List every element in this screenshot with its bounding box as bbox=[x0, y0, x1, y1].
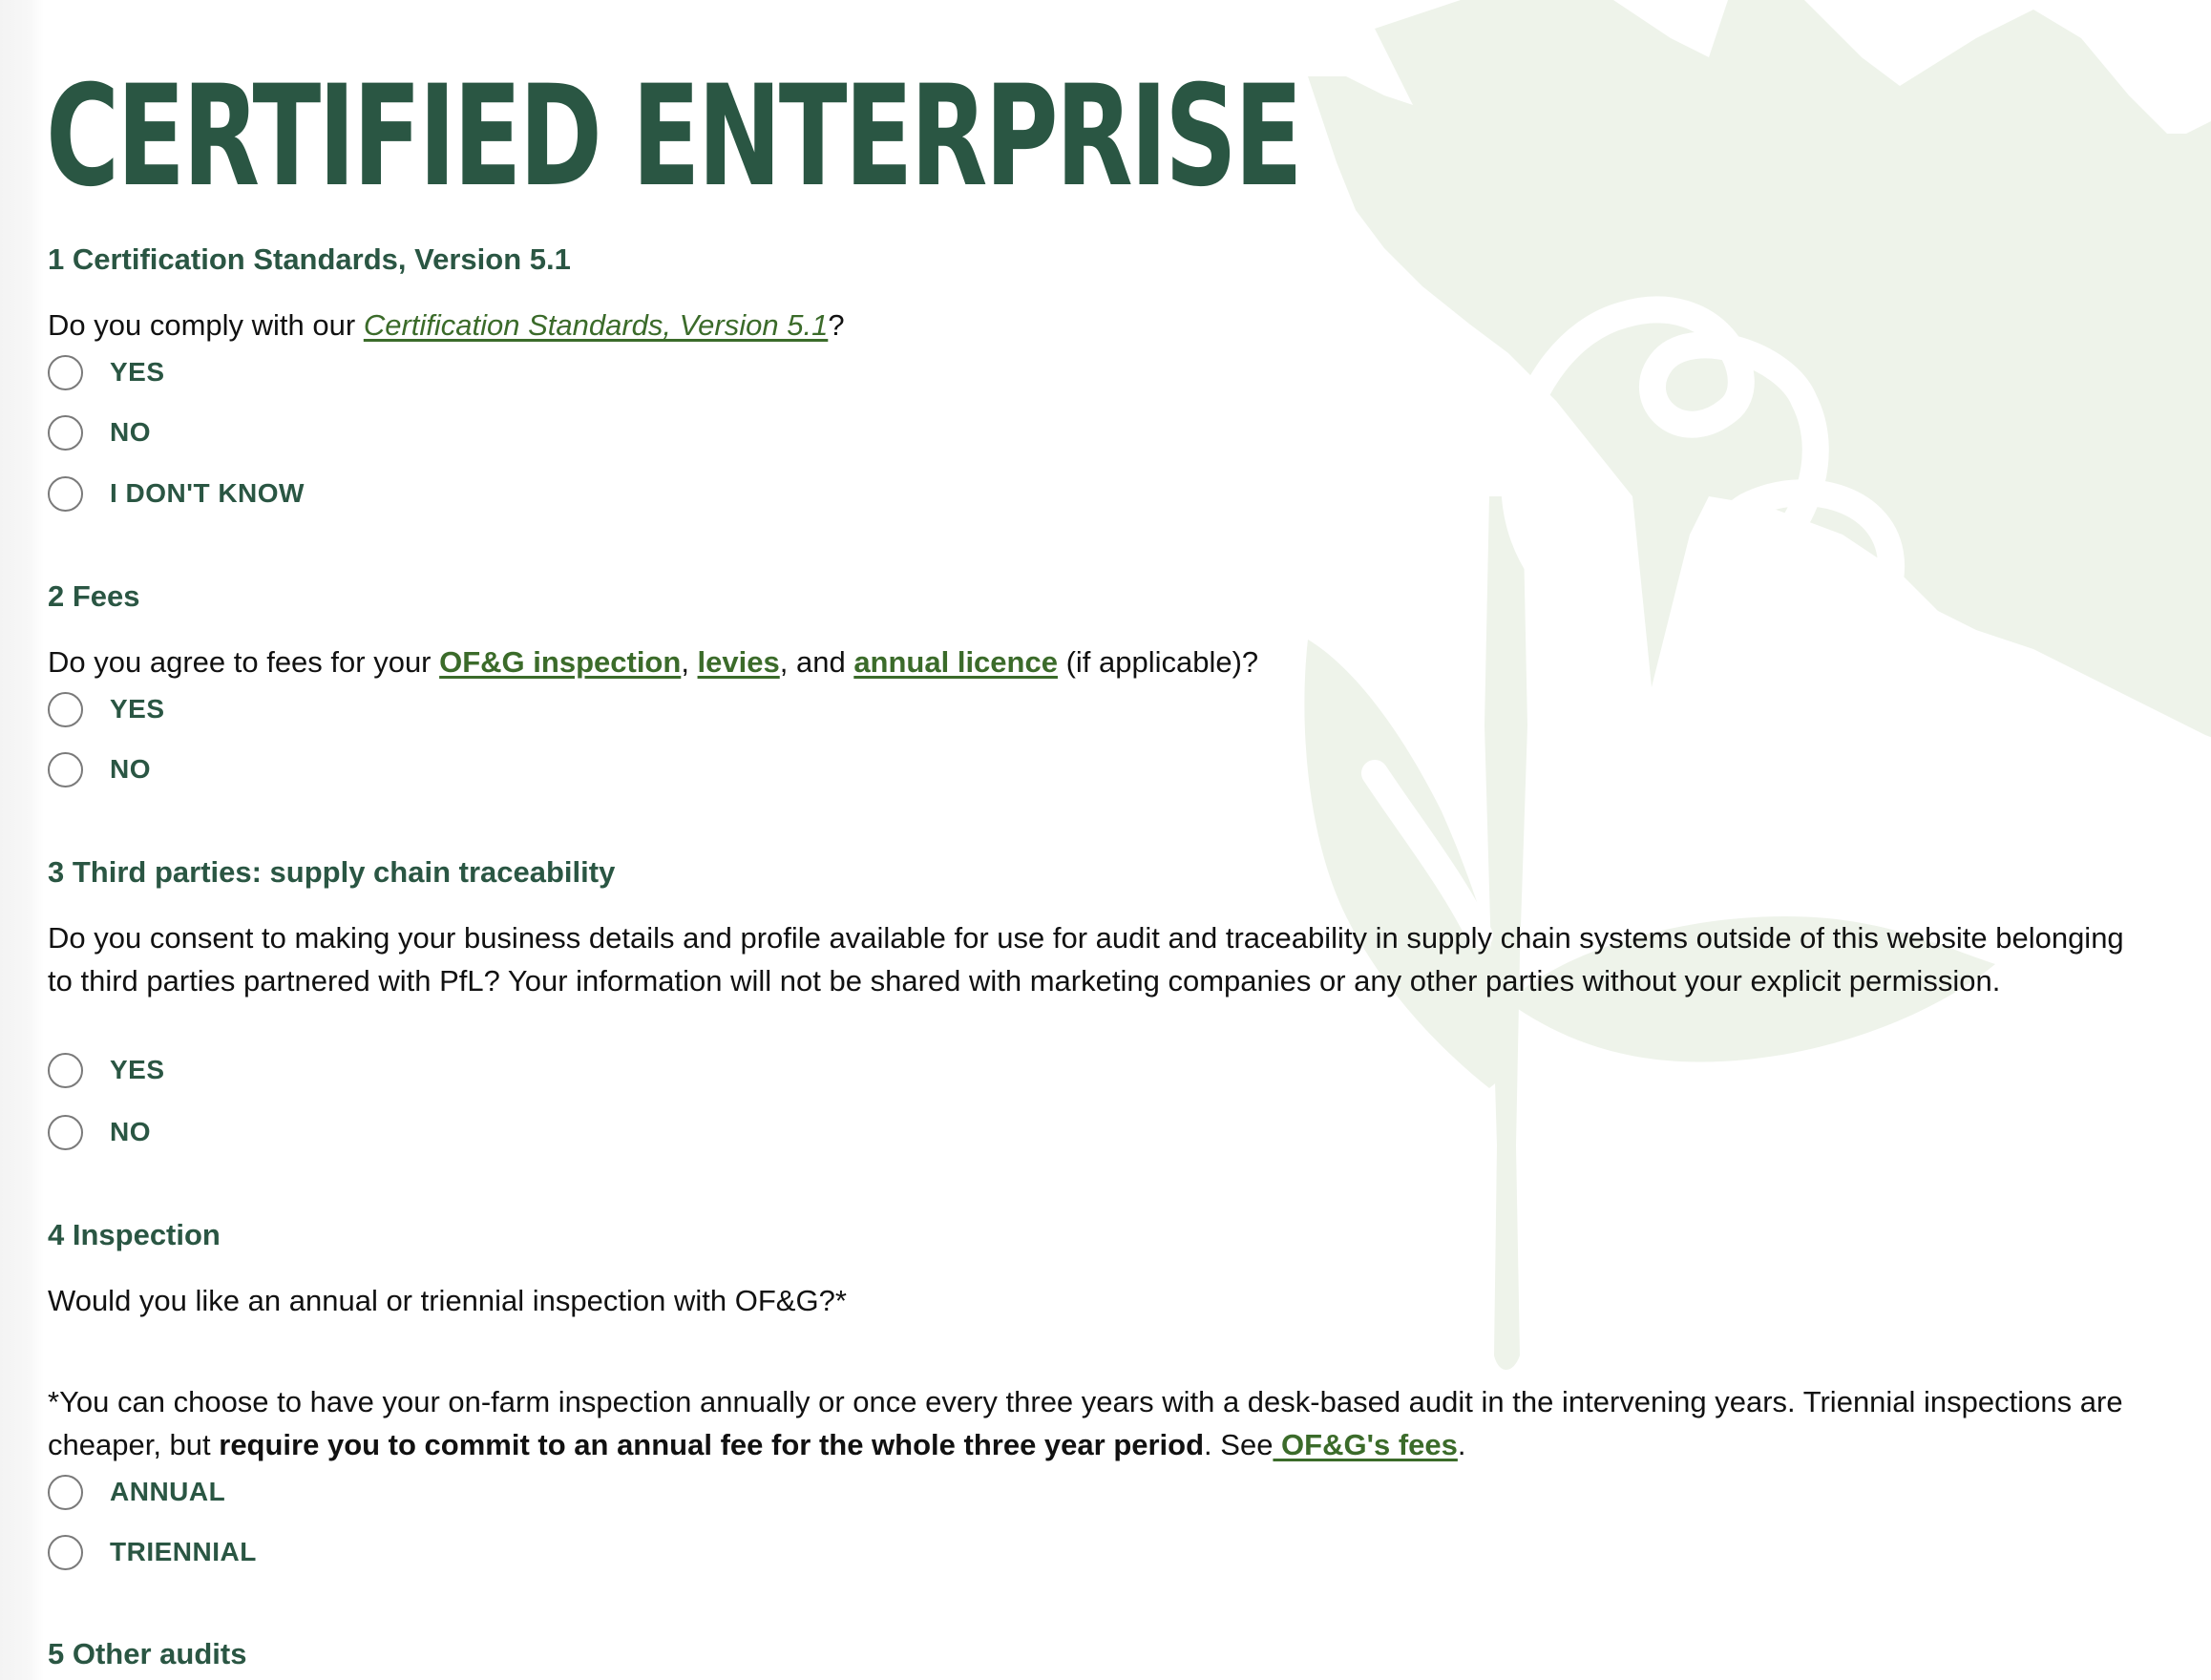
radio-label: NO bbox=[110, 754, 151, 784]
levies-link[interactable]: levies bbox=[697, 645, 780, 679]
radio-unchecked-icon[interactable] bbox=[48, 415, 83, 451]
radio-option-fees-no[interactable] bbox=[48, 748, 151, 790]
page-title: CERTIFIED ENTERPRISE bbox=[46, 55, 1300, 218]
separator: , bbox=[681, 645, 698, 679]
radio-option-annual[interactable] bbox=[48, 1471, 225, 1513]
question-text: Do you agree to fees for your bbox=[48, 645, 440, 679]
question-suffix: ? bbox=[828, 308, 845, 342]
note-text: . See bbox=[1204, 1428, 1274, 1461]
section-heading-third-parties: 3 Third parties: supply chain traceability bbox=[48, 855, 616, 889]
note-text: *You can choose to have your on-farm inspection annually or once every three years with a desk-based audit in the intervening years. Triennial inspections are cheaper, but bbox=[48, 1385, 2123, 1461]
radio-label: NO bbox=[110, 417, 151, 447]
inspection-note bbox=[48, 1380, 2177, 1466]
radio-option-triennial[interactable] bbox=[48, 1531, 257, 1573]
radio-option-standards-no[interactable] bbox=[48, 411, 151, 453]
question-inspection: Would you like an annual or triennial inspection with OF&G?* bbox=[48, 1284, 847, 1317]
certification-standards-link[interactable]: Certification Standards, Version 5.1 bbox=[363, 308, 829, 342]
radio-option-third-parties-no[interactable] bbox=[48, 1111, 151, 1153]
radio-unchecked-icon[interactable] bbox=[48, 1115, 83, 1150]
section-heading-certification-standards: 1 Certification Standards, Version 5.1 bbox=[48, 242, 571, 276]
radio-option-fees-yes[interactable] bbox=[48, 688, 165, 730]
section-heading-inspection: 4 Inspection bbox=[48, 1218, 221, 1251]
radio-unchecked-icon[interactable] bbox=[48, 476, 83, 512]
radio-unchecked-icon[interactable] bbox=[48, 355, 83, 390]
radio-unchecked-icon[interactable] bbox=[48, 1053, 83, 1088]
ofg-inspection-link[interactable]: OF&G inspection bbox=[439, 645, 682, 679]
radio-option-standards-dont-know[interactable] bbox=[48, 472, 305, 514]
note-emphasis: require you to commit to an annual fee for the whole three year period bbox=[219, 1428, 1205, 1461]
section-heading-other-audits: 5 Other audits bbox=[48, 1637, 247, 1670]
annual-licence-link[interactable]: annual licence bbox=[853, 645, 1058, 679]
radio-label: YES bbox=[110, 357, 165, 387]
radio-label: ANNUAL bbox=[110, 1477, 226, 1506]
ofg-fees-link[interactable]: OF&G's fees bbox=[1273, 1428, 1458, 1461]
question-certification-standards bbox=[48, 304, 845, 346]
radio-label: NO bbox=[110, 1117, 151, 1146]
question-third-parties: Do you consent to making your business details and profile available for use for audit and traceability in supply chain systems outside of this website belonging to third parties partnered with PfL? Your information will not be shared with marketing companies or any other parties without your explicit permission. bbox=[48, 921, 2124, 998]
radio-label: YES bbox=[110, 694, 165, 724]
separator: , and bbox=[779, 645, 854, 679]
radio-label: TRIENNIAL bbox=[110, 1537, 257, 1566]
radio-unchecked-icon[interactable] bbox=[48, 752, 83, 788]
radio-label: YES bbox=[110, 1055, 165, 1084]
radio-unchecked-icon[interactable] bbox=[48, 692, 83, 727]
radio-unchecked-icon[interactable] bbox=[48, 1475, 83, 1510]
radio-option-standards-yes[interactable] bbox=[48, 351, 165, 393]
radio-label: I DON'T KNOW bbox=[110, 478, 305, 508]
section-heading-fees: 2 Fees bbox=[48, 579, 140, 613]
question-fees bbox=[48, 640, 1258, 683]
question-text: Do you comply with our bbox=[48, 308, 364, 342]
note-suffix: . bbox=[1457, 1428, 1466, 1461]
radio-option-third-parties-yes[interactable] bbox=[48, 1049, 165, 1091]
question-suffix: (if applicable)? bbox=[1057, 645, 1259, 679]
radio-unchecked-icon[interactable] bbox=[48, 1535, 83, 1570]
